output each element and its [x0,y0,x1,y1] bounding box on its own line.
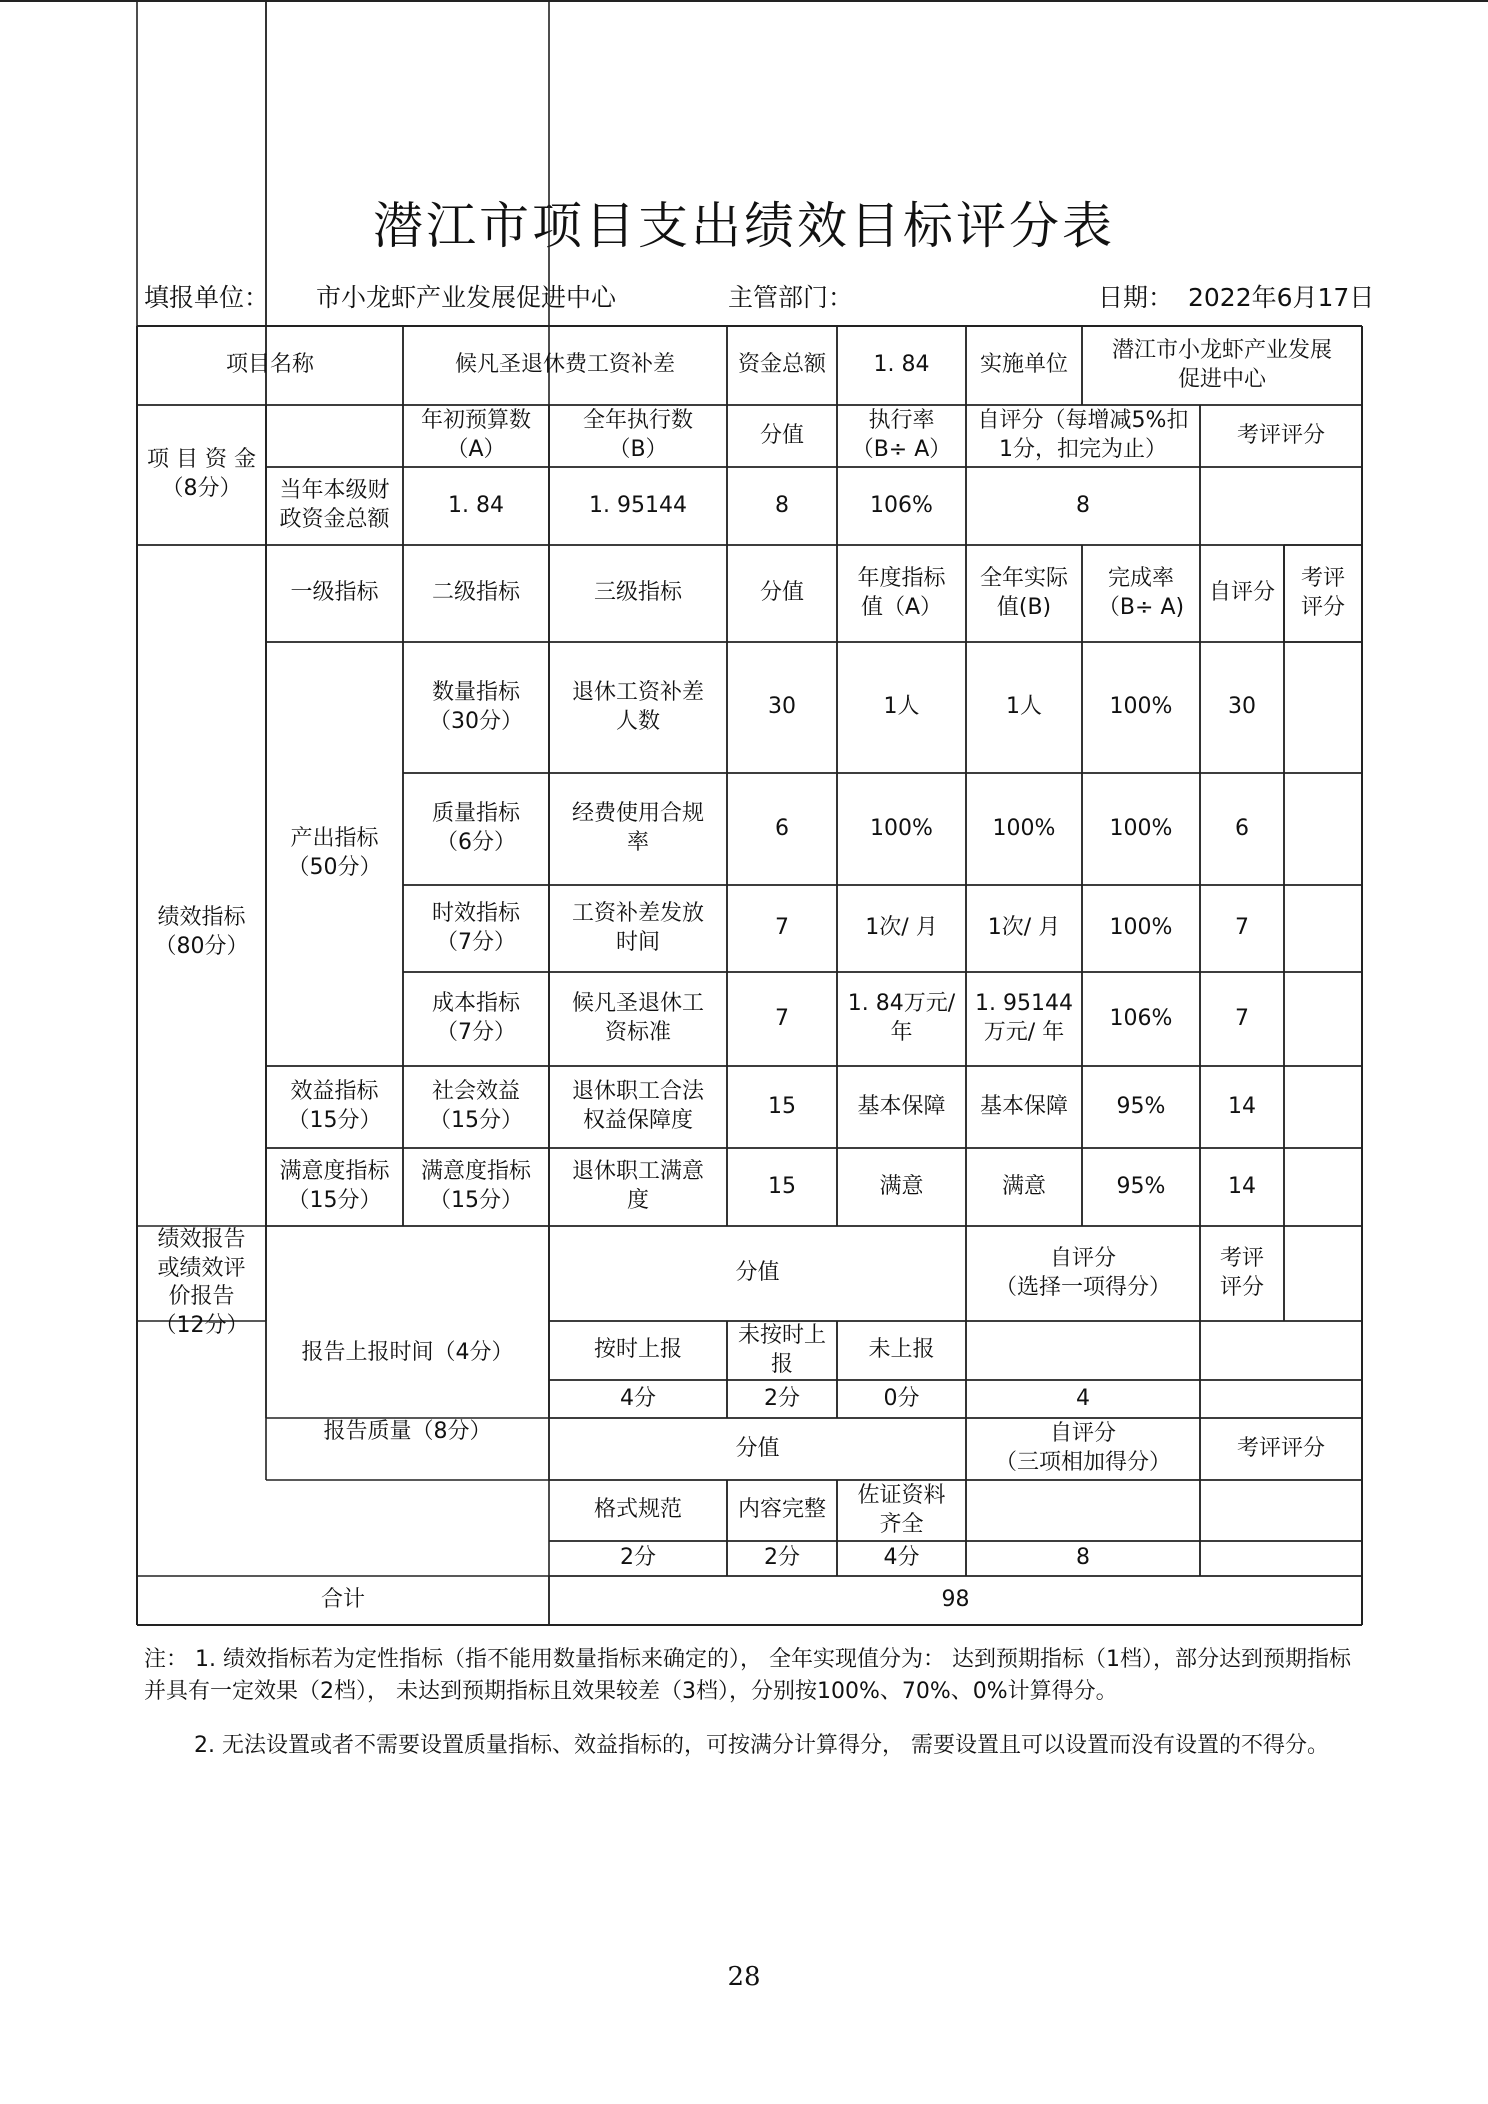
quantity-indicator: 数量指标 （30分） [429,679,523,734]
not-reported-points: 0分 [883,1385,920,1411]
report-section-label: 绩效报告 或绩效评 价报告 （12分） [154,1227,249,1338]
actual-value-header: 全年实际 值(B) [979,565,1068,620]
output-indicator: 产出指标 （50分） [287,826,382,880]
funds-self-value: 8 [1076,492,1090,518]
quantity-detail: 退休工资补差 人数 [571,679,704,734]
total-value: 98 [941,1587,970,1613]
social-benefit-score: 15 [768,1093,796,1119]
level1-header: 一级指标 [290,580,379,606]
execution-header: 全年执行数 （B） [582,408,693,462]
quality-actual: 100% [992,815,1056,841]
report-quality-self-value: 8 [1076,1545,1090,1571]
level3-header: 三级指标 [593,580,682,606]
quantity-score: 30 [768,694,796,720]
timeliness-self: 7 [1235,915,1249,941]
satisfaction-rate: 95% [1116,1173,1166,1199]
dept-label: 主管部门： [728,283,854,312]
unit-label: 填报单位： [144,283,270,312]
level2-header: 二级指标 [431,580,520,606]
total-funds-label: 资金总额 [737,352,826,378]
implementer-value: 潜江市小龙虾产业发展 促进中心 [1111,337,1332,392]
social-benefit-self: 14 [1228,1093,1256,1119]
page-number: 28 [727,1962,761,1992]
quantity-target: 1人 [883,694,920,720]
perf-self-header: 自评分 [1208,580,1275,606]
quality-self: 6 [1235,815,1249,841]
content-label: 内容完整 [737,1497,826,1523]
report-time-review-header: 考评 评分 [1219,1245,1264,1300]
report-quality-review-header: 考评评分 [1236,1435,1325,1461]
report-time-score-header: 分值 [735,1260,780,1286]
quality-rate: 100% [1109,815,1173,841]
quality-detail: 经费使用合规 率 [571,801,704,855]
annual-target-header: 年度指标 值（A） [857,565,946,620]
fiscal-total-label: 当年本级财 政资金总额 [279,478,390,532]
implementer-label: 实施单位 [979,352,1068,378]
top-border-line [0,0,1488,2]
report-quality-score-header: 分值 [735,1435,780,1461]
social-benefit-actual: 基本保障 [979,1093,1068,1119]
total-funds-value: 1. 84 [873,352,930,378]
funds-section-label: 项 目 资 金 （8分） [147,447,256,501]
perf-section-label: 绩效指标 （80分） [154,905,249,959]
perf-review-header: 考评 评分 [1300,565,1345,620]
on-time-label: 按时上报 [593,1337,682,1363]
satisfaction-actual: 满意 [1001,1173,1046,1199]
report-quality-label: 报告质量（8分） [323,1419,492,1444]
quality-score: 6 [775,815,789,841]
late-points: 2分 [764,1385,800,1411]
project-name-value: 候凡圣退休费工资补差 [454,352,675,378]
satisfaction-level2: 满意度指标 （15分） [420,1159,531,1213]
timeliness-actual: 1次/ 月 [987,915,1061,941]
on-time-points: 4分 [620,1385,656,1411]
report-time-self-value: 4 [1076,1385,1090,1411]
funds-score-value: 8 [775,492,789,518]
timeliness-detail: 工资补差发放 时间 [571,900,704,955]
quantity-self: 30 [1228,694,1256,720]
report-quality-self-header: 自评分 （三项相加得分） [994,1421,1171,1475]
budget-header: 年初预算数 （A） [420,408,531,462]
satisfaction-indicator: 满意度指标 （15分） [279,1159,390,1213]
satisfaction-score: 15 [768,1173,796,1199]
social-benefit-indicator: 社会效益 （15分） [429,1079,523,1133]
format-label: 格式规范 [593,1497,682,1523]
cost-self: 7 [1235,1005,1249,1031]
exec-rate-header: 执行率 （B÷ A） [851,408,952,462]
cost-indicator: 成本指标 （7分） [431,991,520,1045]
report-time-self-header: 自评分 （选择一项得分） [994,1245,1171,1300]
quality-target: 100% [870,815,933,841]
evidence-label: 佐证资料 齐全 [857,1482,946,1537]
quantity-rate: 100% [1109,694,1173,720]
total-label: 合计 [320,1587,365,1613]
cost-score: 7 [775,1005,789,1031]
quantity-actual: 1人 [1006,694,1042,720]
not-reported-label: 未上报 [868,1337,935,1363]
quality-indicator: 质量指标 （6分） [431,801,520,855]
timeliness-target: 1次/ 月 [865,915,938,941]
timeliness-indicator: 时效指标 （7分） [431,900,520,955]
page-title: 潜江市项目支出绩效目标评分表 [373,197,1115,255]
cost-rate: 106% [1109,1005,1173,1031]
execution-value: 1. 95144 [589,492,687,518]
completion-header: 完成率 （B÷ A) [1097,565,1185,620]
content-points: 2分 [764,1545,800,1571]
benefit-indicator: 效益指标 （15分） [287,1079,382,1133]
exec-rate-value: 106% [870,492,933,518]
satisfaction-detail: 退休职工满意 度 [571,1159,704,1213]
date-label: 日期： [1098,283,1174,312]
note-1: 注： 1. 绩效指标若为定性指标（指不能用数量指标来确定的）， 全年实现值分为： 达到预期指标（1档），部分达到预期指标并具有一定效果（2档）， 未达到预期指标且效果较差（3档），分别按100%、70%、0%计算得分。 [144,1647,1351,1704]
evidence-points: 4分 [883,1545,920,1571]
cost-detail: 候凡圣退休工 资标准 [571,991,704,1045]
project-name-label: 项目名称 [225,352,314,378]
unit-value: 市小龙虾产业发展促进中心 [316,283,617,312]
satisfaction-self: 14 [1228,1173,1256,1199]
social-benefit-rate: 95% [1116,1093,1166,1119]
date-value: 2022年6月17日 [1188,283,1375,312]
social-benefit-detail: 退休职工合法 权益保障度 [571,1079,704,1133]
format-points: 2分 [620,1545,656,1571]
satisfaction-target: 满意 [879,1173,924,1199]
timeliness-score: 7 [775,915,789,941]
funds-self-header: 自评分（每增减5%扣 1分，扣完为止） [977,408,1189,462]
timeliness-rate: 100% [1109,915,1173,941]
perf-score-header: 分值 [759,580,804,606]
cost-target: 1. 84万元/ 年 [847,991,956,1045]
late-label: 未按时上 报 [737,1322,826,1377]
social-benefit-target: 基本保障 [857,1093,946,1119]
budget-value: 1. 84 [448,492,504,518]
cost-actual: 1. 95144 万元/ 年 [975,991,1073,1045]
report-time-label: 报告上报时间（4分） [301,1339,514,1365]
funds-score-header: 分值 [759,422,804,448]
note-2: 2. 无法设置或者不需要设置质量指标、效益指标的，可按满分计算得分， 需要设置且可以设置而没有设置的不得分。 [194,1733,1329,1758]
funds-review-header: 考评评分 [1236,422,1325,448]
